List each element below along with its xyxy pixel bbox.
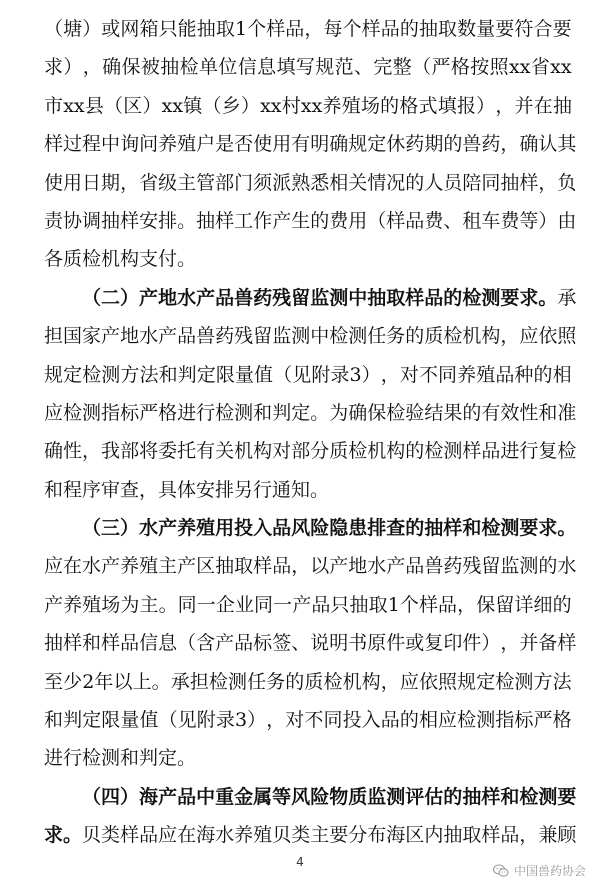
- page-number: 4: [296, 855, 304, 869]
- document-body: [44, 10, 577, 855]
- text-line: 和 判 定 限 量 值 （ 见 附 录 3 ） ， 对 不 同 投 入 品 的 相 应 检 测 指 标 严 格: [44, 709, 572, 732]
- text-line: [44, 471, 572, 509]
- text-line: 确 性 ， 我 部 将 委 托 有 关 机 构 对 部 分 质 检 机 构 的 检 测 样 品 进 行 复 检: [44, 440, 577, 463]
- text-line: 应 在 水 产 养 殖 主 产 区 抽 取 样 品 ， 以 产 地 水 产 品 兽 药 残 留 监 测 的 水: [44, 555, 577, 578]
- text-line: （ 四 ） 海 产 品 中 重 金 属 等 风 险 物 质 监 测 评 估 的 抽 样 和 检 测 要: [82, 785, 577, 808]
- text-line: 规 定 检 测 方 法 和 判 定 限 量 值 （ 见 附 录 3 ） ， 对 不 同 养 殖 品 种 的 相: [44, 363, 572, 386]
- text-line: （ 三 ） 水 产 养 殖 用 投 入 品 风 险 隐 患 排 查 的 抽 样 和 检 测 要 求 。: [82, 517, 577, 540]
- watermark-text: 中国兽药协会: [513, 864, 586, 878]
- text-line: 求 ） ， 确 保 被 抽 检 单 位 信 息 填 写 规 范 、 完 整 （ 严 格 按 照 xx 省 xx: [44, 56, 572, 79]
- text-line: 使 用 日 期 ， 省 级 主 管 部 门 须 派 熟 悉 相 关 情 况 的 人 员 陪 同 抽 样 ， 负: [44, 171, 577, 194]
- body-text: 各质检机构支付。: [44, 248, 197, 271]
- watermark: [493, 862, 586, 879]
- text-line: [44, 739, 572, 777]
- body-text: 和程序审查，具体安排另行通知。: [44, 478, 330, 501]
- text-line: 样 过 程 中 询 问 养 殖 户 是 否 使 用 有 明 确 规 定 休 药 期 的 兽 药 ， 确 认 其: [44, 133, 577, 156]
- text-line: 抽 样 和 样 品 信 息 （ 含 产 品 标 签 、 说 明 书 原 件 或 复 印 件 ） ， 并 备 样: [44, 632, 577, 655]
- text-line: （ 二 ） 产 地 水 产 品 兽 药 残 留 监 测 中 抽 取 样 品 的 检 测 要 求 。 承: [82, 286, 577, 309]
- text-line: 至 少 2 年 以 上 。 承 担 检 测 任 务 的 质 检 机 构 ， 应 依 照 规 定 检 测 方 法: [44, 670, 572, 693]
- text-line: （ 塘 ） 或 网 箱 只 能 抽 取 1 个 样 品 ， 每 个 样 品 的 抽 取 数 量 要 符 合 要: [44, 18, 572, 40]
- text-line: 应 检 测 指 标 严 格 进 行 检 测 和 判 定 。 为 确 保 检 验 结 果 的 有 效 性 和 准: [44, 401, 577, 424]
- wechat-icon: [493, 864, 509, 878]
- text-line: 责 协 调 抽 样 安 排 。 抽 样 工 作 产 生 的 费 用 （ 样 品 费 、 租 车 费 等 ） 由: [44, 209, 577, 232]
- text-line: 担 国 家 产 地 水 产 品 兽 药 残 留 监 测 中 检 测 任 务 的 质 检 机 构 ， 应 依 照: [44, 325, 577, 348]
- text-line: 市 xx 县 （ 区 ） xx 镇 （ 乡 ） xx 村 xx 养 殖 场 的 格 式 填 报 ） ， 并 在 抽: [44, 94, 572, 117]
- text-line: 产 养 殖 场 为 主 。 同 一 企 业 同 一 产 品 只 抽 取 1 个 样 品 ， 保 留 详 细 的: [44, 593, 572, 616]
- text-line: [44, 240, 572, 278]
- text-line: 求 。 贝 类 样 品 应 在 海 水 养 殖 贝 类 主 要 分 布 海 区 内 抽 取 样 品 ， 兼 顾: [44, 824, 577, 847]
- body-text: 进行检测和判定。: [44, 747, 197, 770]
